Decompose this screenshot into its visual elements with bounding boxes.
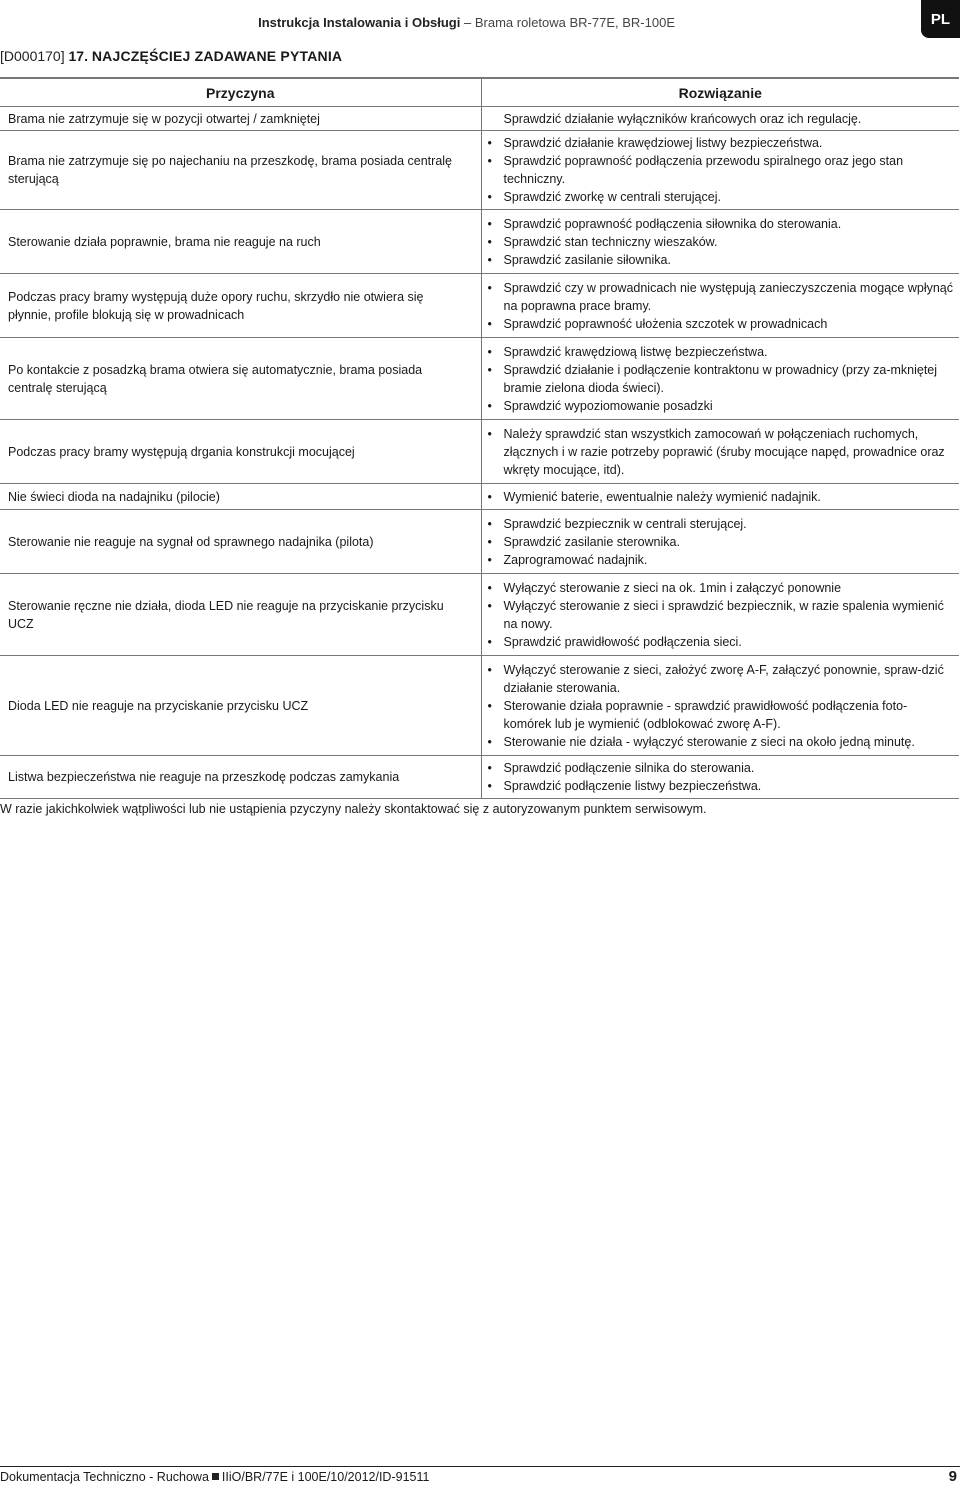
table-row: [0, 756, 959, 799]
page-number: 9: [948, 1468, 957, 1485]
column-header-cause: Przyczyna: [0, 78, 481, 107]
cause-cell: Podczas pracy bramy występują drgania konstrukcji mocującej: [0, 420, 481, 484]
solution-cell: [481, 510, 959, 574]
solution-item: • Należy sprawdzić stan wszystkich zamocowań w połączeniach ruchomych, złącznych i w razie potrzeby poprawić (śruby mocujące napęd, prowadnice oraz wkręty mocujące, itd).: [482, 425, 954, 479]
solution-item: • Sprawdzić bezpiecznik w centrali sterującej.: [482, 515, 954, 533]
cause-cell: Brama nie zatrzymuje się po najechaniu na przeszkodę, brama posiada centralę sterującą: [0, 131, 481, 210]
table-row: [0, 107, 959, 131]
table-row: [0, 484, 959, 510]
faq-table-body: [0, 107, 959, 799]
solution-item: • Wyłączyć sterowanie z sieci, założyć zworę A-F, załączyć ponownie, spraw-dzić działanie sterowania.: [482, 661, 954, 697]
solution-item: • Wyłączyć sterowanie z sieci na ok. 1min i załączyć ponownie: [482, 579, 954, 597]
solution-item: • Wymienić baterie, ewentualnie należy wymienić nadajnik.: [482, 488, 954, 506]
cause-cell: Podczas pracy bramy występują duże opory ruchu, skrzydło nie otwiera się płynnie, profile blokują się w prowadnicach: [0, 274, 481, 338]
section-number: 17.: [68, 48, 88, 64]
footer-doc-id: IIiO/BR/77E i 100E/10/2012/ID-91511: [221, 1470, 430, 1484]
solution-list: [482, 134, 954, 206]
solution-cell: [481, 656, 959, 756]
table-row: [0, 574, 959, 656]
solution-item: • Sprawdzić działanie i podłączenie kontraktonu w prowadnicy (przy za-mkniętej bramie zielona dioda świeci).: [482, 361, 954, 397]
faq-table: [0, 77, 959, 799]
solution-item: • Zaprogramować nadajnik.: [482, 551, 954, 569]
header-title: Instrukcja Instalowania i Obsługi: [258, 15, 461, 30]
solution-item: • Sprawdzić wypoziomowanie posadzki: [482, 397, 954, 415]
solution-item: • Sprawdzić prawidłowość podłączenia sieci.: [482, 633, 954, 651]
cause-cell: Listwa bezpieczeństwa nie reaguje na przeszkodę podczas zamykania: [0, 756, 481, 799]
column-header-solution: Rozwiązanie: [481, 78, 959, 107]
solution-list: [482, 343, 954, 415]
solution-item: • Sprawdzić stan techniczny wieszaków.: [482, 233, 954, 251]
language-badge: PL: [921, 0, 960, 38]
section-code: [D000170]: [0, 48, 65, 64]
solution-item: • Sprawdzić zworkę w centrali sterującej.: [482, 188, 954, 206]
cause-cell: Sterowanie nie reaguje na sygnał od sprawnego nadajnika (pilota): [0, 510, 481, 574]
solution-cell: [481, 338, 959, 420]
solution-item: • Wyłączyć sterowanie z sieci i sprawdzić bezpiecznik, w razie spalenia wymienić na nowy.: [482, 597, 954, 633]
cause-cell: Sterowanie ręczne nie działa, dioda LED nie reaguje na przyciskanie przycisku UCZ: [0, 574, 481, 656]
solution-cell: [481, 210, 959, 274]
solution-item: • Sprawdzić czy w prowadnicach nie występują zanieczyszczenia mogące wpłynąć na poprawna prace bramy.: [482, 279, 954, 315]
table-header-row: [0, 78, 959, 107]
cause-cell: Sterowanie działa poprawnie, brama nie reaguje na ruch: [0, 210, 481, 274]
solution-list: [482, 515, 954, 569]
header-separator: –: [463, 15, 472, 30]
footer-doc-title: Dokumentacja Techniczno - Ruchowa: [0, 1470, 209, 1484]
solution-item: • Sprawdzić poprawność ułożenia szczotek w prowadnicach: [482, 315, 954, 333]
solution-item: • Sterowanie nie działa - wyłączyć sterowanie z sieci na około jedną minutę.: [482, 733, 954, 751]
solution-cell: [481, 420, 959, 484]
solution-cell: [481, 131, 959, 210]
table-row: [0, 274, 959, 338]
cause-cell: Brama nie zatrzymuje się w pozycji otwartej / zamkniętej: [0, 107, 481, 131]
solution-item: • Sterowanie działa poprawnie - sprawdzić prawidłowość podłączenia foto-komórek lub je wymienić (odblokować zworę A-F).: [482, 697, 954, 733]
section-title: NAJCZĘŚCIEJ ZADAWANE PYTANIA: [91, 48, 343, 64]
table-row: [0, 210, 959, 274]
solution-item: • Sprawdzić zasilanie sterownika.: [482, 533, 954, 551]
solution-list: [482, 488, 954, 506]
header-subtitle: Brama roletowa BR-77E, BR-100E: [474, 15, 675, 30]
solution-item: • Sprawdzić krawędziową listwę bezpieczeństwa.: [482, 343, 954, 361]
table-row: [0, 131, 959, 210]
footer: [0, 1470, 429, 1484]
solution-item: • Sprawdzić podłączenie silnika do sterowania.: [482, 759, 954, 777]
table-row: [0, 510, 959, 574]
cause-cell: Po kontakcie z posadzką brama otwiera się automatycznie, brama posiada centralę sterującą: [0, 338, 481, 420]
section-heading: [0, 48, 342, 64]
solution-cell: [481, 756, 959, 799]
solution-cell: [481, 484, 959, 510]
cause-cell: Nie świeci dioda na nadajniku (pilocie): [0, 484, 481, 510]
running-header: [258, 15, 675, 30]
solution-item: • Sprawdzić poprawność podłączenia siłownika do sterowania.: [482, 215, 954, 233]
table-row: [0, 656, 959, 756]
solution-list: [482, 661, 954, 751]
solution-cell: [481, 274, 959, 338]
footer-divider: [0, 1466, 960, 1467]
table-row: [0, 420, 959, 484]
solution-item: • Sprawdzić podłączenie listwy bezpieczeństwa.: [482, 777, 954, 795]
solution-item: • Sprawdzić poprawność podłączenia przewodu spiralnego oraz jego stan techniczny.: [482, 152, 954, 188]
solution-list: [482, 279, 954, 333]
solution-list: [482, 579, 954, 651]
solution-list: [482, 759, 954, 795]
solution-cell: [481, 107, 959, 131]
square-bullet-icon: [212, 1473, 219, 1480]
solution-text: Sprawdzić działanie wyłączników krańcowych oraz ich regulację.: [503, 111, 862, 126]
solution-cell: [481, 574, 959, 656]
service-note: W razie jakichkolwiek wątpliwości lub nie ustąpienia pzyczyny należy skontaktować się z autoryzowanym punktem serwisowym.: [0, 802, 707, 816]
table-row: [0, 338, 959, 420]
cause-cell: Dioda LED nie reaguje na przyciskanie przycisku UCZ: [0, 656, 481, 756]
solution-item: • Sprawdzić działanie krawędziowej listwy bezpieczeństwa.: [482, 134, 954, 152]
solution-list: [482, 425, 954, 479]
solution-item: • Sprawdzić zasilanie siłownika.: [482, 251, 954, 269]
solution-list: [482, 215, 954, 269]
